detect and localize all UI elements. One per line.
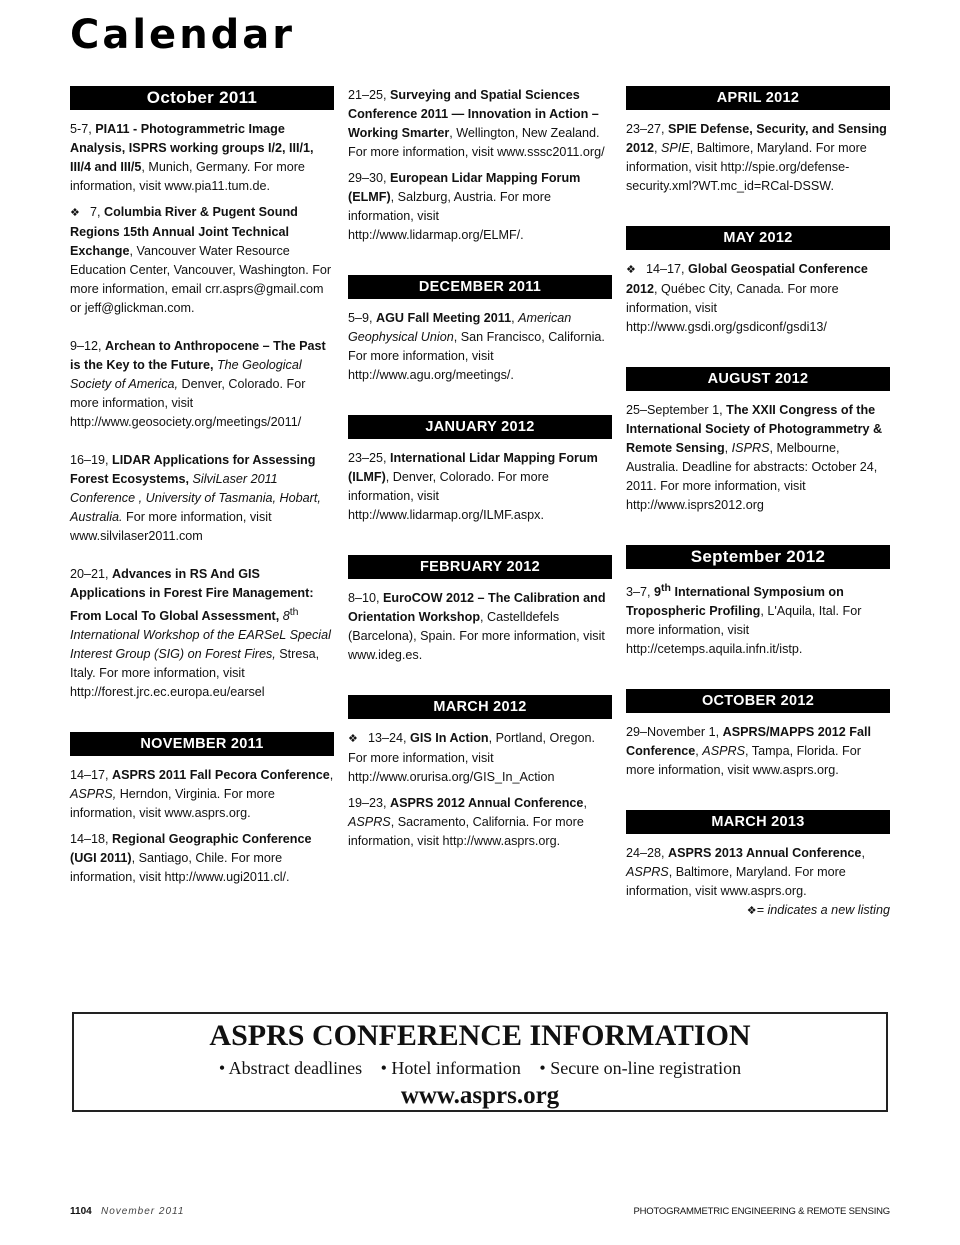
section-march-2012 [348,695,612,851]
month-header: APRIL 2012 [626,86,890,110]
section-october-2012 [626,689,890,780]
section-september-2012 [626,545,890,659]
calendar-entry: ❖ 14–17, Global Geospatial Conference 2012, Québec City, Canada. For more information, visit http://www.gsdi.org/gsdiconf/gsdi13/ [626,262,868,334]
conference-info-item: • Secure on-line registration [539,1058,742,1078]
month-header: MAY 2012 [626,226,890,250]
conference-info-url[interactable]: www.asprs.org [400,1082,560,1109]
section-may-2012 [626,226,890,337]
calendar-entry: 23–25, International Lidar Mapping Forum (ILMF), Denver, Colorado. For more information, visit http://www.lidarmap.org/ILMF.aspx. [348,451,598,522]
calendar-entry: 20–21, Advances in RS And GIS Applications in Forest Fire Management: From Local To Global Assessment, 8th International Workshop of the EARSeL Special Interest Group (SIG) on Forest Fires, Stresa, Italy. For more information, visit http://forest.jrc.ec.europa.eu/earsel [70,567,331,700]
new-listing-icon: ❖ [70,207,80,219]
section-december-2011 [348,275,612,385]
calendar-entry: 5–9, AGU Fall Meeting 2011, American Geophysical Union, San Francisco, California. For more information, visit http://www.agu.org/meetings/. [348,311,605,382]
calendar-column-3 [626,86,890,921]
calendar-entry: 9–12, Archean to Anthropocene – The Past is the Key to the Future, The Geological Society of America, Denver, Colorado. For more information, visit http://www.geosociety.org/meetings/2011/ [70,339,326,429]
calendar-entry: 24–28, ASPRS 2013 Annual Conference, ASPRS, Baltimore, Maryland. For more information, visit www.asprs.org. [626,846,865,899]
month-header: MARCH 2013 [626,810,890,834]
page-number: 1104 [70,1206,92,1217]
section-february-2012 [348,555,612,665]
calendar-entry: 3–7, 9th International Symposium on Tropospheric Profiling, L'Aquila, Ital. For more information, visit http://cetemps.aquila.infn.it/istp. [626,582,862,657]
calendar-entry: ❖ 13–24, GIS In Action, Portland, Oregon. For more information, visit http://www.orurisa.org/GIS_In_Action [348,731,596,784]
calendar-entry: 29–November 1, ASPRS/MAPPS 2012 Fall Conference, ASPRS, Tampa, Florida. For more information, visit www.asprs.org. [626,725,871,778]
calendar-column-1 [70,86,334,917]
section-november-2011 [70,732,334,887]
conference-info-box [72,1012,888,1112]
calendar-entry: 21–25, Surveying and Spatial Sciences Conference 2011 — Innovation in Action – Working Smarter, Wellington, New Zealand. For more information, visit www.sssc2011.org/ [348,88,605,159]
conference-info-item: • Hotel information [380,1058,521,1078]
section-january-2012 [348,415,612,525]
issue-date: November 2011 [101,1206,185,1217]
section-october-2011-continued [348,86,612,245]
calendar-entry: 19–23, ASPRS 2012 Annual Conference, ASPRS, Sacramento, California. For more information, visit http://www.asprs.org. [348,796,587,848]
new-listing-legend: ❖= indicates a new listing [626,901,890,921]
calendar-column-2 [348,86,612,858]
conference-info-title: ASPRS CONFERENCE INFORMATION [209,1019,751,1052]
month-header: AUGUST 2012 [626,367,890,391]
conference-info-item: • Abstract deadlines [218,1058,363,1078]
month-header: DECEMBER 2011 [348,275,612,299]
calendar-entry: ❖ 7, Columbia River & Pugent Sound Regions 15th Annual Joint Technical Exchange, Vancouver Water Resource Education Center, Vancouver, Washington. For more information, email crr.asprs@gmail.com or jeff@glickman.com. [70,205,332,315]
month-header: September 2012 [626,545,890,569]
calendar-entry: 14–18, Regional Geographic Conference (UGI 2011), Santiago, Chile. For more information, visit http://www.ugi2011.cl/. [70,832,312,885]
month-header: FEBRUARY 2012 [348,555,612,579]
calendar-entry: 5-7, PIA11 - Photogrammetric Image Analysis, ISPRS working groups I/2, III/1, III/4 and III/5, Munich, Germany. For more information, visit www.pia11.tum.de. [70,122,314,193]
journal-name: PHOTOGRAMMETRIC ENGINEERING & REMOTE SENSING [633,1206,890,1217]
section-october-2011 [70,86,334,702]
conference-info-items [74,1058,886,1078]
calendar-entry: 25–September 1, The XXII Congress of the International Society of Photogrammetry & Remote Sensing, ISPRS, Melbourne, Australia. Deadline for abstracts: October 24, 2011. For more information, visit http://www.isprs2012.org [626,403,883,512]
calendar-entry: 23–27, SPIE Defense, Security, and Sensing 2012, SPIE, Baltimore, Maryland. For more information, visit http://spie.org/defense-security.xml?WT.mc_id=RCal-DSSW. [626,122,887,193]
calendar-entry: 8–10, EuroCOW 2012 – The Calibration and Orientation Workshop, Castelldefels (Barcelona), Spain. For more information, visit www.ideg.es. [348,591,606,662]
calendar-entry: 29–30, European Lidar Mapping Forum (ELMF), Salzburg, Austria. For more information, visit http://www.lidarmap.org/ELMF/. [348,171,581,242]
month-header: MARCH 2012 [348,695,612,719]
calendar-entry: 14–17, ASPRS 2011 Fall Pecora Conference, ASPRS, Herndon, Virginia. For more information, visit www.asprs.org. [70,768,334,821]
section-august-2012 [626,367,890,515]
month-header: NOVEMBER 2011 [70,732,334,756]
month-header: October 2011 [70,86,334,110]
new-listing-icon: ❖ [746,905,757,918]
calendar-entry: 16–19, LIDAR Applications for Assessing Forest Ecosystems, SilviLaser 2011 Conference , University of Tasmania, Hobart, Australia. For more information, visit www.silvilaser2011.com [70,453,321,543]
new-listing-icon: ❖ [626,264,636,276]
month-header: OCTOBER 2012 [626,689,890,713]
month-header: JANUARY 2012 [348,415,612,439]
page-title: Calendar [70,12,296,58]
section-march-2013 [626,810,890,921]
new-listing-icon: ❖ [348,733,358,745]
section-april-2012 [626,86,890,196]
